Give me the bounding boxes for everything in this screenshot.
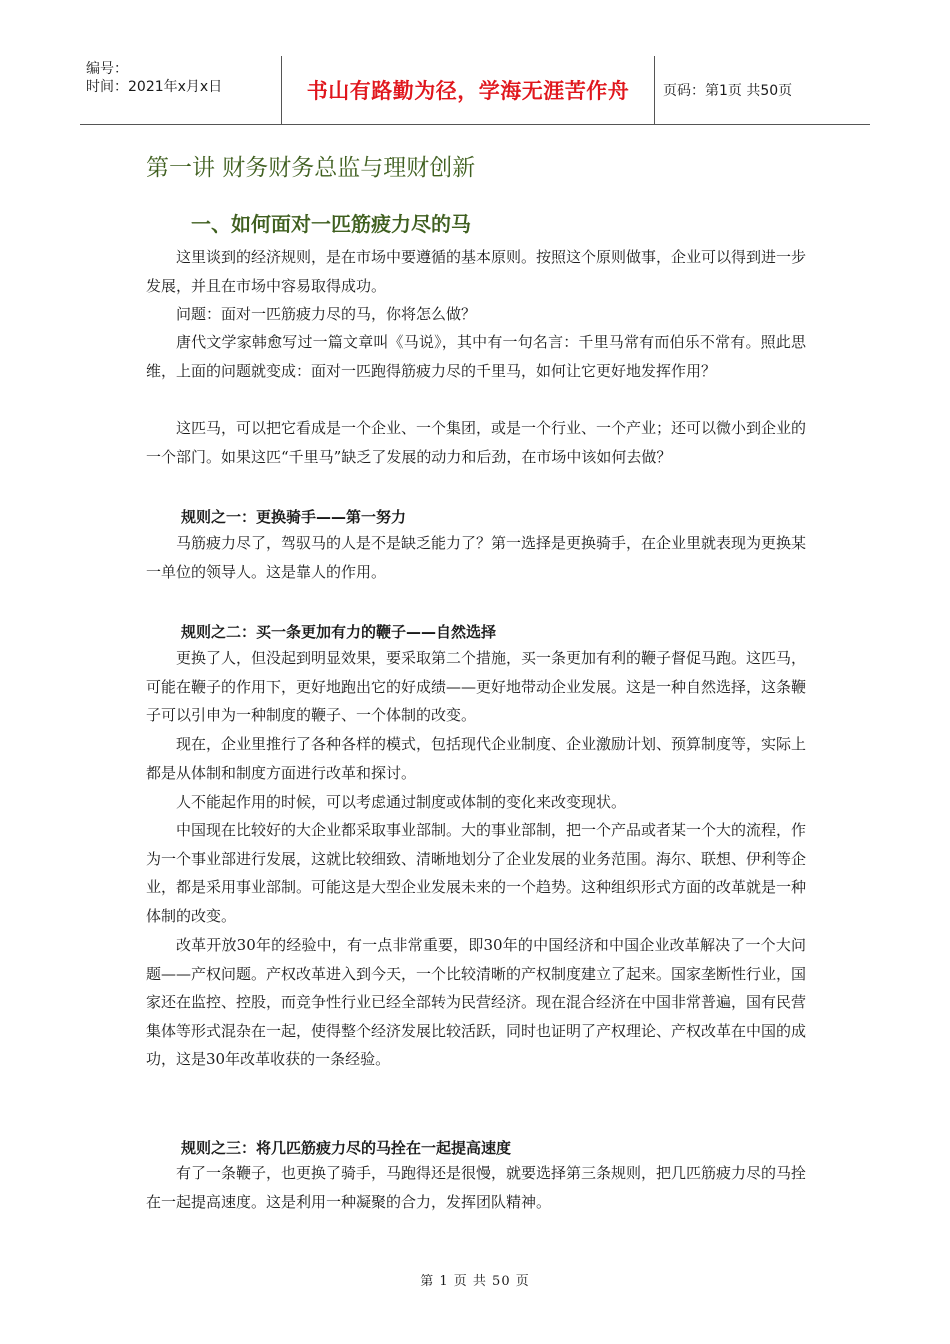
paragraph: 现在，企业里推行了各种各样的模式，包括现代企业制度、企业激励计划、预算制度等，实际上都是从体制和制度方面进行改革和探讨。 <box>146 735 807 782</box>
rule-heading-2: 规则之二：买一条更加有力的鞭子——自然选择 <box>181 623 497 641</box>
motto: 书山有路勤为径，学海无涯苦作舟 <box>306 79 630 103</box>
paragraph: 问题：面对一匹筋疲力尽的马，你将怎么做？ <box>176 305 477 323</box>
section-title: 一、如何面对一匹筋疲力尽的马 <box>191 212 471 236</box>
page-header <box>80 56 870 125</box>
paragraph: 改革开放30年的经验中，有一点非常重要，即30年的中国经济和中国企业改革解决了一个大问题——产权问题。产权改革进入到今天，一个比较清晰的产权制度建立了起来。国家垄断性行业，国家还在监控、控股，而竞争性行业已经全部转为民营经济。现在混合经济在中国非常普遍，国有民营集体等形式混杂在一起，使得整个经济发展比较活跃，同时也证明了产权理论、产权改革在中国的成功，这是30年改革收获的一条经验。 <box>146 936 807 1068</box>
header-page-code-cell <box>655 56 870 124</box>
rule-heading-3: 规则之三：将几匹筋疲力尽的马拴在一起提高速度 <box>181 1139 512 1157</box>
page-code: 页码：第1页 共50页 <box>663 83 793 99</box>
paragraph: 马筋疲力尽了，驾驭马的人是不是缺乏能力了？第一选择是更换骑手，在企业里就表现为更换某一单位的领导人。这是靠人的作用。 <box>146 534 807 581</box>
paragraph: 这匹马，可以把它看成是一个企业、一个集团，或是一个行业、一个产业；还可以微小到企业的一个部门。如果这匹“千里马”缺乏了发展的动力和后劲，在市场中该如何去做？ <box>146 419 807 466</box>
number-label: 编号： <box>86 61 128 77</box>
paragraph: 中国现在比较好的大企业都采取事业部制。大的事业部制，把一个产品或者某一个大的流程，作为一个事业部进行发展，这就比较细致、清晰地划分了企业发展的业务范围。海尔、联想、伊利等企业，都是采用事业部制。可能这是大型企业发展未来的一个趋势。这种组织形式方面的改革就是一种体制的改变。 <box>146 821 807 925</box>
paragraph: 这里谈到的经济规则，是在市场中要遵循的基本原则。按照这个原则做事，企业可以得到进一步发展，并且在市场中容易取得成功。 <box>146 248 807 295</box>
lecture-title: 第一讲 财务财务总监与理财创新 <box>146 155 476 181</box>
header-motto-cell <box>282 56 655 124</box>
paragraph: 人不能起作用的时候，可以考虑通过制度或体制的变化来改变现状。 <box>176 793 627 811</box>
time-label: 时间：2021年x月x日 <box>86 79 223 95</box>
paragraph: 有了一条鞭子，也更换了骑手，马跑得还是很慢，就要选择第三条规则，把几匹筋疲力尽的马拴在一起提高速度。这是利用一种凝聚的合力，发挥团队精神。 <box>146 1164 807 1211</box>
paragraph: 更换了人，但没起到明显效果，要采取第二个措施，买一条更加有利的鞭子督促马跑。这匹马，可能在鞭子的作用下，更好地跑出它的好成绩——更好地带动企业发展。这是一种自然选择，这条鞭子可以引申为一种制度的鞭子、一个体制的改变。 <box>146 649 807 724</box>
rule-heading-1: 规则之一：更换骑手——第一努力 <box>181 508 407 526</box>
page-footer: 第 1 页 共 50 页 <box>420 1274 530 1289</box>
paragraph: 唐代文学家韩愈写过一篇文章叫《马说》，其中有一句名言：千里马常有而伯乐不常有。照此思维，上面的问题就变成：面对一匹跑得筋疲力尽的千里马，如何让它更好地发挥作用？ <box>146 333 806 380</box>
header-meta <box>80 56 282 124</box>
